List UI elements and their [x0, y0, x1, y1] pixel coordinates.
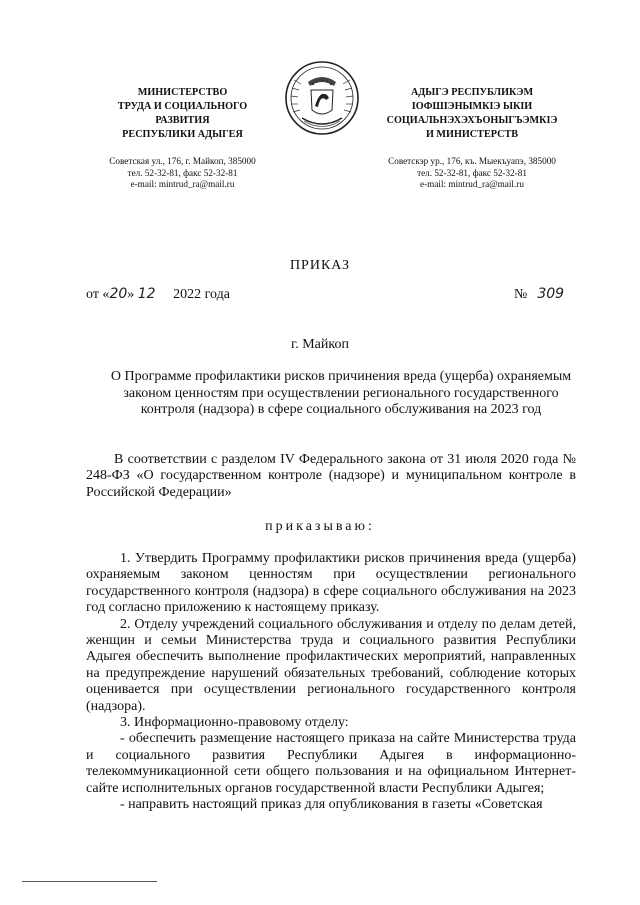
- header-ministry-ru: [95, 86, 270, 191]
- header-right-line4: И МИНИСТЕРСТВ: [425, 129, 519, 140]
- header-left-line2: ТРУДА И СОЦИАЛЬНОГО: [117, 101, 248, 112]
- date-month-handwritten: 12: [137, 286, 156, 302]
- order-item-2: 2. Отделу учреждений социального обслуживания и отделу по делам детей, женщин и семьи Министерства труда и социального развития Республики Адыгея обеспечить выполнение профилактических мероприятий, направленных на предупреждение нарушений обязательных требований, соблюдение которых оценивается при осуществлении регионального государственного контроля (надзора).: [86, 616, 576, 714]
- order-items: [86, 551, 576, 814]
- order-item-3-sub-2: - направить настоящий приказ для опубликования в газеты «Советская: [120, 797, 543, 813]
- order-number: [514, 286, 564, 303]
- order-item-3: 3. Информационно-правовому отделу:: [120, 715, 349, 731]
- order-date: [86, 286, 230, 303]
- preamble: В соответствии с разделом IV Федерального закона от 31 июля 2020 года № 248-ФЗ «О государственном контроле (надзоре) и муниципальном контроле в Российской Федерации»: [86, 452, 576, 500]
- header-ministry-ady: [372, 86, 572, 191]
- header-left-email: e-mail: mintrud_ra@mail.ru: [130, 179, 235, 189]
- date-prefix: от «: [86, 287, 110, 302]
- order-item-1: 1. Утвердить Программу профилактики рисков причинения вреда (ущерба) охраняемым законом ценностям при осуществлении регионального государственного контроля (надзора) в сфере социального обслуживания на 2023 год согласно приложению к настоящему приказу.: [86, 551, 576, 616]
- header-right-phone: тел. 52-32-81, факс 52-32-81: [417, 167, 527, 178]
- city: г. Майкоп: [291, 337, 349, 352]
- number-value-handwritten: 309: [537, 286, 565, 302]
- header-right-line3: СОЦИАЛЬНЭХЭХЪОНЫГЪЭМКІЭ: [386, 115, 558, 126]
- header-right-email: e-mail: mintrud_ra@mail.ru: [420, 179, 524, 189]
- header-right-contacts: [372, 156, 572, 191]
- order-word: приказываю:: [265, 519, 375, 534]
- header-left-line3: РАЗВИТИЯ: [155, 115, 210, 126]
- header-right-address: Советскэр ур., 176, къ. Мыекъуапэ, 385000: [388, 156, 556, 166]
- number-prefix: №: [514, 287, 528, 302]
- date-day-handwritten: 20: [109, 286, 128, 302]
- footnote-divider: [22, 881, 157, 882]
- header-left-line1: МИНИСТЕРСТВО: [137, 87, 228, 98]
- header-left-address: Советская ул., 176, г. Майкоп, 385000: [109, 156, 256, 166]
- coat-of-arms-emblem-icon: [284, 60, 360, 136]
- header-left-phone: тел. 52-32-81, факс 52-32-81: [127, 167, 238, 178]
- document-title: ПРИКАЗ: [289, 258, 351, 273]
- header-left-contacts: [95, 156, 270, 191]
- order-subject: О Программе профилактики рисков причинения вреда (ущерба) охраняемым законом ценностям при осуществлении регионального государственного контроля (надзора) в сфере социального обслуживания на 2023 год: [110, 369, 572, 417]
- date-year: 2022 года: [173, 287, 230, 302]
- header-right-line1: АДЫГЭ РЕСПУБЛИКЭМ: [410, 87, 534, 98]
- order-item-3-sub-1: - обеспечить размещение настоящего приказа на сайте Министерства труда и социального развития Республики Адыгея в информационно-телекоммуникационной сети общего пользования и на официальном Интернет-сайте исполнительных органов государственной власти Республики Адыгея;: [86, 731, 576, 796]
- header-left-line4: РЕСПУБЛИКИ АДЫГЕЯ: [122, 129, 243, 140]
- header-right-line2: ІОФШІЭНЫМКІЭ ЫКІИ: [411, 101, 533, 112]
- date-mid: »: [127, 287, 138, 302]
